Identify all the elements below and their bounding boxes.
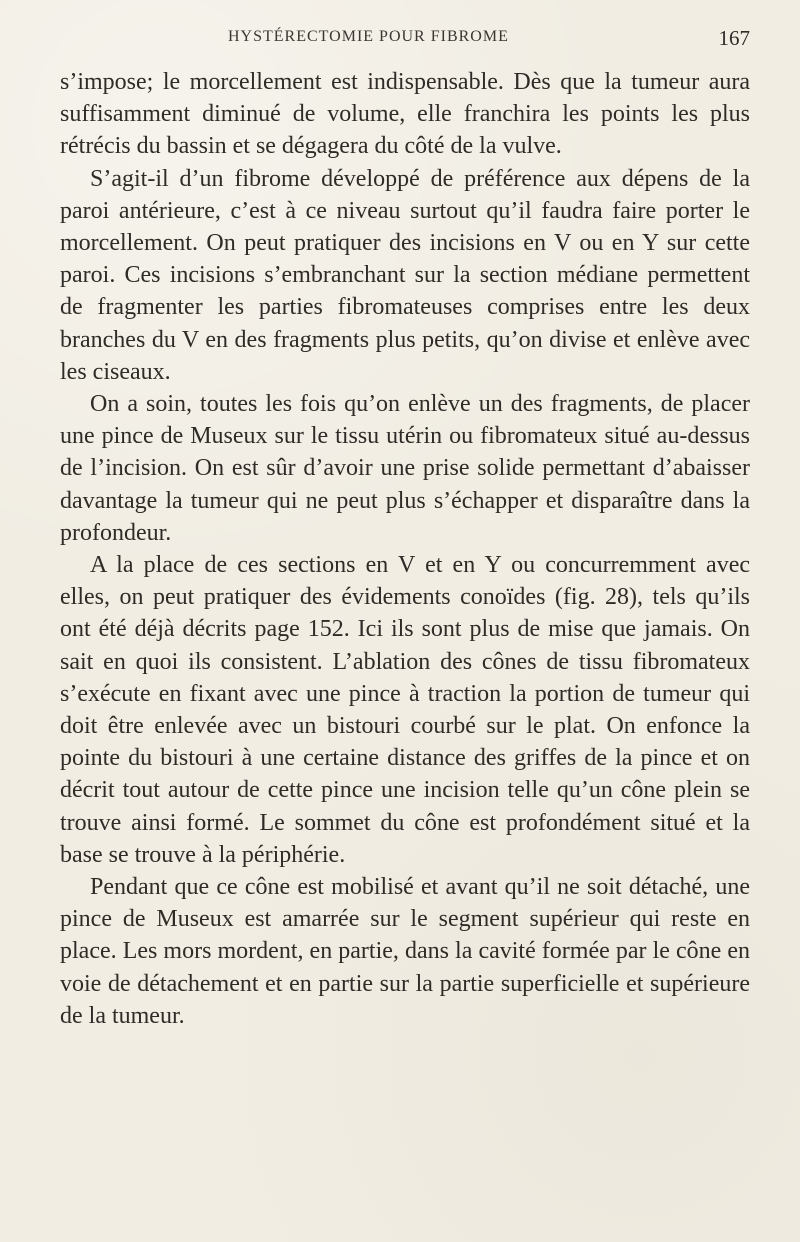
running-title: HYSTÉRECTOMIE POUR FIBROME xyxy=(228,28,509,45)
body-text xyxy=(60,66,750,1032)
page-number: 167 xyxy=(718,26,750,50)
paragraph: S’agit-il d’un fibrome développé de préférence aux dépens de la paroi antérieure, c’est à ce niveau surtout qu’il faudra faire porter le morcellement. On peut pratiquer des incisions en V ou en Y sur cette paroi. Ces incisions s’embranchant sur la section médiane permettent de fragmenter les parties fibromateuses comprises entre les deux branches du V en des fragments plus petits, qu’on divise et enlève avec les ciseaux. xyxy=(60,165,750,385)
paragraph: s’impose; le morcellement est indispensable. Dès que la tumeur aura suffisamment diminué de volume, elle franchira les points les plus rétrécis du bassin et se dégagera du côté de la vulve. xyxy=(60,69,750,160)
paragraph: On a soin, toutes les fois qu’on enlève un des fragments, de placer une pince de Museux sur le tissu utérin ou fibromateux situé au-dessus de l’incision. On est sûr d’avoir une prise solide permettant d’abaisser davantage la tumeur qui ne peut plus s’échapper et disparaître dans la profondeur. xyxy=(60,391,750,546)
paragraph: Pendant que ce cône est mobilisé et avant qu’il ne soit détaché, une pince de Museux est amarrée sur le segment supérieur qui reste en place. Les mors mordent, en partie, dans la cavité formée par le cône en voie de détachement et en partie sur la partie superficielle et supérieure de la tumeur. xyxy=(60,874,750,1029)
paragraph: A la place de ces sections en V et en Y ou concurremment avec elles, on peut pratiquer des évidements conoïdes (fig. 28), tels qu’ils ont été déjà décrits page 152. Ici ils sont plus de mise que jamais. On sait en quoi ils consistent. L’ablation des cônes de tissu fibromateux s’exécute en fixant avec une pince à traction la portion de tumeur qui doit être enlevée avec un bistouri courbé sur le plat. On enfonce la pointe du bistouri à une certaine distance des griffes de la pince et on décrit tout autour de cette pince une incision telle qu’un cône plein se trouve ainsi formé. Le sommet du cône est profondément situé et la base se trouve à la périphérie. xyxy=(60,552,750,868)
page-header xyxy=(0,28,800,52)
